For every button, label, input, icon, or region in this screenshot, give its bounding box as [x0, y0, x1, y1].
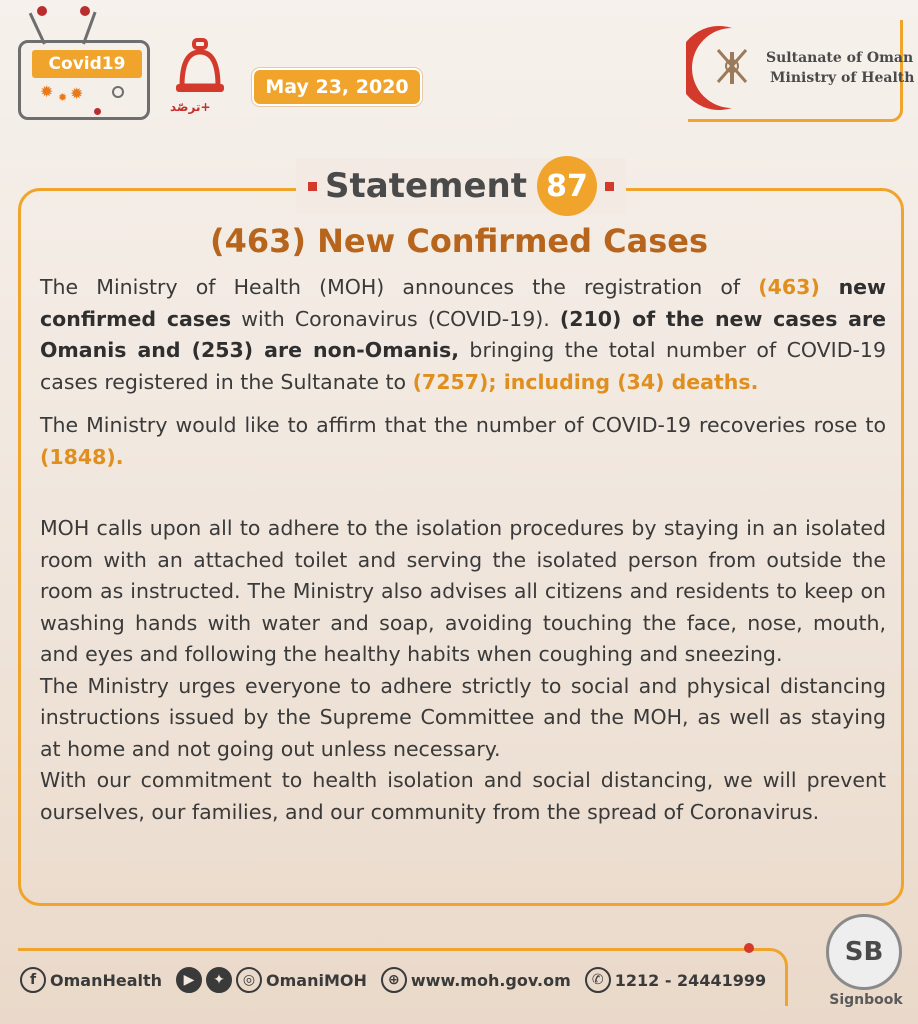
- statement-heading: [296, 158, 626, 214]
- page-title: (463) New Confirmed Cases: [209, 222, 709, 260]
- footer-dot: [744, 943, 754, 953]
- tv-antenna-ball-right: [80, 6, 90, 16]
- highlight-figure: (1848).: [40, 444, 124, 469]
- social-handle: OmaniMOH: [266, 970, 367, 990]
- highlight-figure: (7257); including (34) deaths.: [412, 369, 759, 394]
- logo-subtitle: Ministry of Health: [770, 70, 915, 86]
- body-text: bringing the total number of COVID-19 cases registered in the Sultanate to: [40, 338, 887, 394]
- paragraph-distancing: The Ministry urges everyone to adhere strictly to social and physical distancing instructions issued by the Supreme Committee and the MOH, as well as staying at home and not going out unless necessary.: [40, 673, 886, 761]
- bullet-square: [605, 182, 614, 191]
- bold-text: (210) of the new cases are Omanis and (253) are non-Omanis,: [40, 306, 886, 362]
- website-link[interactable]: [381, 967, 571, 993]
- paragraph-commitment: With our commitment to health isolation and social distancing, we will prevent ourselves, our families, and our community from the spread of Coronavirus.: [40, 768, 886, 824]
- tv-knob: [112, 86, 124, 98]
- facebook-link[interactable]: [20, 967, 162, 993]
- twitter-icon: ✦: [206, 967, 232, 993]
- virus-icon: ✹: [58, 91, 68, 104]
- body-text: with Coronavirus (COVID-19).: [231, 306, 560, 331]
- website-url: www.moh.gov.om: [410, 970, 571, 990]
- statement-body: [40, 272, 886, 828]
- tv-knob: [94, 108, 101, 115]
- virus-icon: ✹: [40, 82, 54, 101]
- paragraph-isolation: MOH calls upon all to adhere to the isolation procedures by staying in an isolated room with an attached toilet and serving the isolated person from outside the room as instructed. The Ministry also advises all citizens and residents to keep on washing hands with water and soap, avoiding touching the face, nose, mouth, and eyes and following the healthy habits when coughing and sneezing.: [40, 516, 886, 666]
- signbook-logo: SB: [826, 914, 902, 990]
- body-text: The Ministry of Health (MOH) announces the registration of: [40, 275, 759, 299]
- phone-number: 1212 - 24441999: [614, 970, 767, 990]
- highlight-figure: (463): [758, 275, 820, 299]
- bold-text: new confirmed cases: [40, 275, 886, 331]
- statement-label: Statement: [325, 166, 527, 206]
- date-badge: May 23, 2020: [252, 68, 422, 106]
- virus-icon: ✹: [70, 84, 84, 103]
- oman-emblem-icon: [712, 44, 752, 88]
- paragraph-cases: [40, 272, 886, 398]
- phone-contact[interactable]: [585, 967, 766, 993]
- globe-icon: ⊕: [381, 967, 407, 993]
- bullet-square: [308, 182, 317, 191]
- body-text: The Ministry would like to affirm that the number of COVID-19 recoveries rose to: [40, 413, 886, 437]
- facebook-handle: OmanHealth: [50, 970, 163, 990]
- statement-number: 87: [537, 156, 597, 216]
- social-links[interactable]: [176, 967, 367, 993]
- instagram-icon: ◎: [236, 967, 262, 993]
- phone-icon: ✆: [585, 967, 611, 993]
- covid19-badge: Covid19: [32, 50, 142, 78]
- facebook-icon: f: [20, 967, 46, 993]
- signbook-caption: Signbook: [829, 992, 903, 1008]
- logo-title: Sultanate of Oman: [766, 50, 914, 66]
- footer-contacts: [20, 964, 780, 996]
- paragraph-recoveries: [40, 410, 886, 473]
- bell-caption: ترصّد+: [170, 100, 211, 114]
- tv-antenna-ball-left: [37, 6, 47, 16]
- youtube-icon: ▶: [176, 967, 202, 993]
